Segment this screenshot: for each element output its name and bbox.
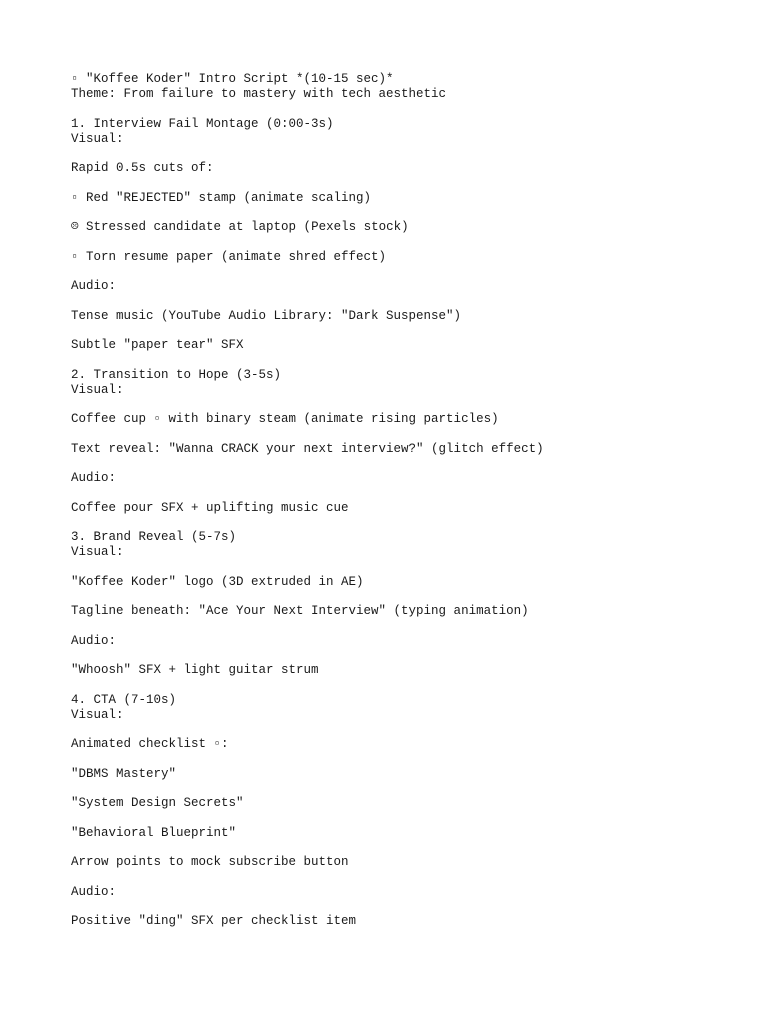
- text-line: Theme: From failure to mastery with tech aesthetic: [71, 87, 447, 101]
- line-spacer: [71, 102, 721, 117]
- text-line: Audio:: [71, 633, 117, 648]
- line-spacer: [71, 235, 721, 250]
- text-line: "Whoosh" SFX + light guitar strum: [71, 663, 319, 677]
- text-line: Animated checklist ▫:: [71, 737, 229, 751]
- line-spacer: [71, 265, 721, 280]
- text-line: 4. CTA (7-10s): [71, 692, 177, 707]
- line-spacer: [71, 752, 721, 767]
- line-spacer: [71, 206, 721, 221]
- text-line: ▫ "Koffee Koder" Intro Script *(10-15 sec)*: [71, 72, 394, 86]
- line-spacer: [71, 782, 721, 797]
- line-spacer: [71, 294, 721, 309]
- text-line: "Behavioral Blueprint": [71, 825, 237, 840]
- text-line: 3. Brand Reveal (5-7s): [71, 530, 237, 544]
- text-line: ▫ Torn resume paper (animate shred effect): [71, 249, 387, 264]
- line-spacer: [71, 619, 721, 634]
- text-line: Tagline beneath: "Ace Your Next Interview" (typing animation): [71, 604, 529, 618]
- line-spacer: [71, 900, 721, 915]
- line-spacer: [71, 678, 721, 693]
- line-spacer: [71, 841, 721, 856]
- text-line: ▫ Red "REJECTED" stamp (animate scaling): [71, 190, 372, 205]
- line-spacer: [71, 176, 721, 191]
- text-line: Coffee cup ▫ with binary steam (animate rising particles): [71, 412, 499, 426]
- text-line: Visual:: [71, 382, 124, 397]
- text-line: Text reveal: "Wanna CRACK your next interview?" (glitch effect): [71, 441, 544, 456]
- line-spacer: [71, 324, 721, 339]
- text-line: Positive "ding" SFX per checklist item: [71, 914, 357, 928]
- line-spacer: [71, 457, 721, 472]
- text-line: Subtle "paper tear" SFX: [71, 338, 244, 352]
- text-line: Coffee pour SFX + uplifting music cue: [71, 500, 349, 515]
- line-spacer: [71, 427, 721, 442]
- document-page: [71, 72, 721, 929]
- line-spacer: [71, 870, 721, 885]
- line-spacer: [71, 649, 721, 664]
- line-spacer: [71, 147, 721, 162]
- line-spacer: [71, 811, 721, 826]
- text-line: Rapid 0.5s cuts of:: [71, 161, 214, 175]
- text-line: Audio:: [71, 884, 117, 899]
- line-spacer: [71, 590, 721, 605]
- text-line: "Koffee Koder" logo (3D extruded in AE): [71, 574, 364, 589]
- line-spacer: [71, 353, 721, 368]
- line-spacer: [71, 516, 721, 531]
- line-spacer: [71, 723, 721, 738]
- line-spacer: [71, 486, 721, 501]
- text-line: "System Design Secrets": [71, 796, 244, 810]
- line-spacer: [71, 398, 721, 413]
- text-line: Audio:: [71, 279, 117, 293]
- text-line: "DBMS Mastery": [71, 766, 177, 781]
- text-line: Arrow points to mock subscribe button: [71, 855, 349, 869]
- text-line: ☹ Stressed candidate at laptop (Pexels stock): [71, 220, 409, 234]
- text-line: 2. Transition to Hope (3-5s): [71, 367, 282, 382]
- text-line: Visual:: [71, 545, 124, 559]
- text-line: 1. Interview Fail Montage (0:00-3s): [71, 116, 334, 131]
- text-line: Visual:: [71, 131, 124, 146]
- text-line: Tense music (YouTube Audio Library: "Dark Suspense"): [71, 308, 462, 323]
- line-spacer: [71, 560, 721, 575]
- text-line: Visual:: [71, 707, 124, 722]
- text-line: Audio:: [71, 471, 117, 485]
